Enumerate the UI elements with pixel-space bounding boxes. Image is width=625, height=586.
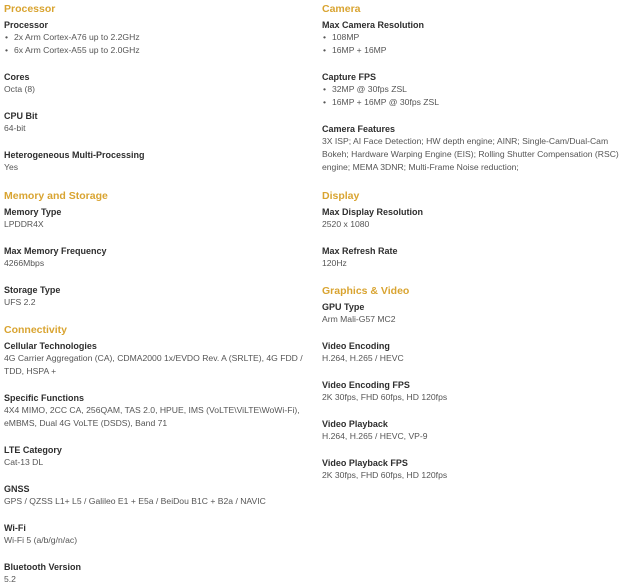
bullet-icon: • <box>5 32 9 42</box>
spec-value: 3X ISP; AI Face Detection; HW depth engine; AINR; Single-Cam/Dual-Cam <box>322 136 609 146</box>
spec-label: Video Playback <box>322 419 388 429</box>
spec-processor <box>4 19 309 57</box>
list-item: • 108MP <box>323 32 360 42</box>
section-title-camera: Camera <box>322 3 361 15</box>
spec-label: Bluetooth Version <box>4 562 82 572</box>
section-title-graphics: Graphics & Video <box>322 285 410 297</box>
spec-value: GPS / QZSS L1+ L5 / Galileo E1 + E5a / BeiDou B1C + B2a / NAVIC <box>4 496 266 506</box>
spec-video-encoding <box>322 340 622 365</box>
spec-camera-features <box>322 123 625 174</box>
spec-value: 2K 30fps, FHD 60fps, HD 120fps <box>322 392 448 402</box>
spec-list <box>322 31 622 57</box>
spec-label: Memory Type <box>4 207 62 217</box>
spec-value: engine; MEMA 3DNR; Multi-Frame Noise reduction; <box>322 162 519 172</box>
spec-label: Video Encoding FPS <box>322 380 410 390</box>
spec-value: TDD, HSPA + <box>4 366 57 376</box>
spec-label: Video Playback FPS <box>322 458 408 468</box>
spec-specific-functions <box>4 392 314 430</box>
spec-label: Processor <box>4 20 49 30</box>
spec-value: Cat-13 DL <box>4 457 44 467</box>
spec-label: GPU Type <box>322 302 365 312</box>
spec-value: 64-bit <box>4 123 26 133</box>
bullet-icon: • <box>323 45 327 55</box>
spec-bluetooth <box>4 561 309 586</box>
spec-label: Max Display Resolution <box>322 207 424 217</box>
spec-label: Video Encoding <box>322 341 390 351</box>
spec-label: Max Memory Frequency <box>4 246 107 256</box>
spec-value: Arm Mali-G57 MC2 <box>322 314 396 324</box>
spec-gnss <box>4 483 314 508</box>
spec-value: Yes <box>4 162 19 172</box>
spec-storage-type <box>4 284 309 309</box>
list-item: • 16MP + 16MP @ 30fps ZSL <box>323 97 440 107</box>
spec-max-display-resolution <box>322 206 622 231</box>
spec-value: 4X4 MIMO, 2CC CA, 256QAM, TAS 2.0, HPUE, IMS (VoLTE\ViLTE\WoWi-Fi), <box>4 405 300 415</box>
section-title-processor: Processor <box>4 3 56 15</box>
spec-list <box>4 31 309 57</box>
spec-label: LTE Category <box>4 445 62 455</box>
spec-value: H.264, H.265 / HEVC, VP-9 <box>322 431 428 441</box>
spec-cores <box>4 71 309 96</box>
spec-hmp <box>4 149 309 174</box>
spec-value: H.264, H.265 / HEVC <box>322 353 404 363</box>
spec-value: UFS 2.2 <box>4 297 36 307</box>
spec-video-playback <box>322 418 622 443</box>
spec-label: Cellular Technologies <box>4 341 97 351</box>
spec-video-encoding-fps <box>322 379 622 404</box>
spec-value: LPDDR4X <box>4 219 44 229</box>
spec-gpu-type <box>322 301 622 326</box>
spec-label: GNSS <box>4 484 30 494</box>
spec-label: Storage Type <box>4 285 61 295</box>
bullet-icon: • <box>323 84 327 94</box>
spec-label: Max Camera Resolution <box>322 20 425 30</box>
list-item: • 32MP @ 30fps ZSL <box>323 84 407 94</box>
spec-max-memory-frequency <box>4 245 309 270</box>
spec-value: Wi-Fi 5 (a/b/g/n/ac) <box>4 535 78 545</box>
list-item: • 16MP + 16MP <box>323 45 387 55</box>
bullet-icon: • <box>5 45 9 55</box>
section-title-connectivity: Connectivity <box>4 324 68 336</box>
spec-value: 2K 30fps, FHD 60fps, HD 120fps <box>322 470 448 480</box>
spec-label: Cores <box>4 72 30 82</box>
spec-capture-fps <box>322 71 622 109</box>
spec-value: 5.2 <box>4 574 16 584</box>
bullet-icon: • <box>323 32 327 42</box>
spec-lte-category <box>4 444 309 469</box>
spec-list <box>322 83 622 109</box>
list-item: • 6x Arm Cortex-A55 up to 2.0GHz <box>5 45 140 55</box>
processor-section <box>4 3 309 16</box>
spec-value: 120Hz <box>322 258 347 268</box>
spec-value: eMBMS, Dual 4G VoLTE (DSDS), Band 71 <box>4 418 168 428</box>
section-title-display: Display <box>322 190 360 202</box>
spec-cpu-bit <box>4 110 309 135</box>
spec-label: Specific Functions <box>4 393 85 403</box>
spec-value: 4266Mbps <box>4 258 45 268</box>
spec-value: Bokeh; Hardware Warping Engine (EIS); Rolling Shutter Compensation (RSC) <box>322 149 619 159</box>
spec-label: Wi-Fi <box>4 523 26 533</box>
spec-value: 2520 x 1080 <box>322 219 370 229</box>
spec-memory-type <box>4 206 309 231</box>
spec-video-playback-fps <box>322 457 622 482</box>
spec-label: Camera Features <box>322 124 396 134</box>
spec-label: Max Refresh Rate <box>322 246 398 256</box>
spec-value: Octa (8) <box>4 84 36 94</box>
spec-label: CPU Bit <box>4 111 38 121</box>
spec-max-camera-resolution <box>322 19 622 57</box>
spec-max-refresh-rate <box>322 245 622 270</box>
list-item: • 2x Arm Cortex-A76 up to 2.2GHz <box>5 32 140 42</box>
bullet-icon: • <box>323 97 327 107</box>
spec-label: Capture FPS <box>322 72 377 82</box>
spec-label: Heterogeneous Multi-Processing <box>4 150 145 160</box>
section-title-memory: Memory and Storage <box>4 190 108 202</box>
spec-value: 4G Carrier Aggregation (CA), CDMA2000 1x/EVDO Rev. A (SRLTE), 4G FDD / <box>4 353 303 363</box>
spec-wifi <box>4 522 309 547</box>
spec-cellular <box>4 340 314 378</box>
